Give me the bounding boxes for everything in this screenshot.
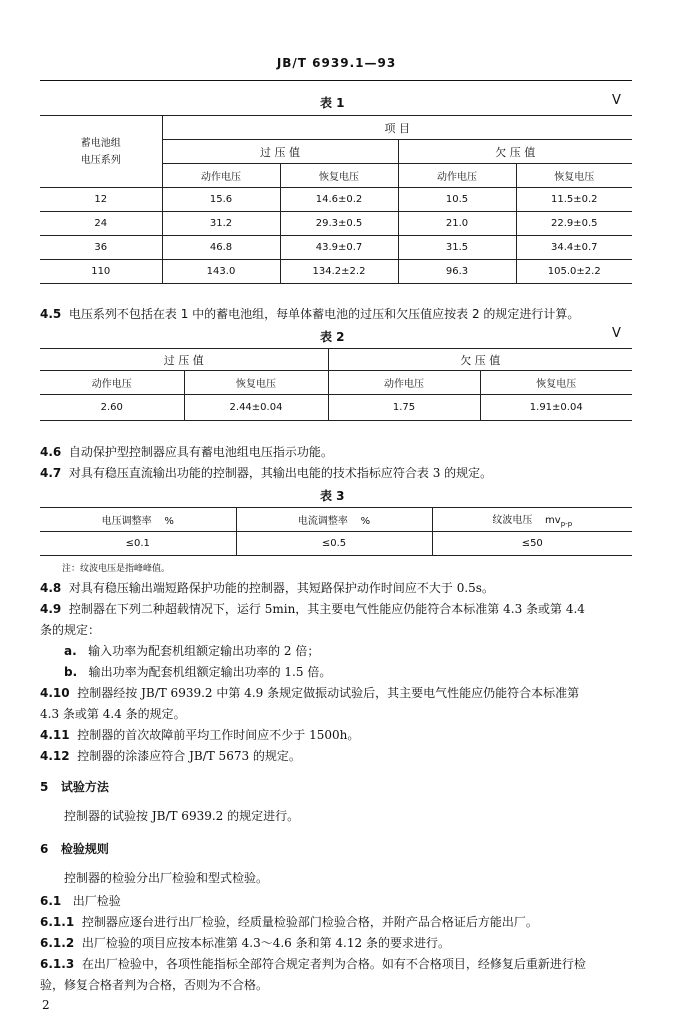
clause-text: 在出厂检验中，各项性能指标全部符合规定者判为合格。如有不合格项目，经修复后重新进行检	[81, 957, 586, 971]
page-number: 2	[42, 998, 50, 1012]
table3-header-ripple	[432, 508, 632, 532]
table1-item-header: 项 目	[162, 116, 632, 140]
table2-under-header: 欠 压 值	[328, 349, 632, 371]
table1-sub-header: 恢复电压	[280, 164, 398, 188]
table-cell: 110	[40, 260, 162, 284]
table-cell: 31.5	[398, 236, 516, 260]
clause-number: 4.11	[40, 728, 70, 742]
table2-sub-header: 恢复电压	[184, 371, 328, 395]
table-cell: 22.9±0.5	[516, 212, 632, 236]
table-row	[40, 532, 632, 556]
header-rule	[40, 80, 632, 81]
table-cell: 143.0	[162, 260, 280, 284]
section-title: 检验规则	[60, 842, 109, 856]
clause-4-8	[40, 578, 494, 598]
list-item-a	[64, 641, 319, 661]
clause-text: 控制器在下列二种超载情况下，运行 5min，其主要电气性能应仍能符合本标准第 4.3 条或第 4.4	[68, 602, 585, 616]
clause-4-10	[40, 683, 579, 703]
table-row	[40, 188, 632, 212]
clause-text: 控制器应逐台进行出厂检验，经质量检验部门检验合格，并附产品合格证后方能出厂。	[81, 915, 538, 929]
table1-series-header: 蓄电池组 电压系列	[40, 116, 162, 188]
table-cell: 46.8	[162, 236, 280, 260]
running-header: JB/T 6939.1—93	[276, 56, 397, 70]
table1-unit: V	[612, 93, 621, 108]
list-text: 输出功率为配套机组额定输出功率的 1.5 倍。	[88, 665, 332, 679]
table-cell: 11.5±0.2	[516, 188, 632, 212]
table-cell: 43.9±0.7	[280, 236, 398, 260]
table3-caption: 表 3	[320, 489, 345, 503]
table-row	[40, 236, 632, 260]
section-number: 5	[40, 780, 49, 794]
clause-4-6	[40, 442, 333, 462]
clause-number: 4.5	[40, 307, 62, 321]
table-cell: 24	[40, 212, 162, 236]
table-cell: 34.4±0.7	[516, 236, 632, 260]
table-cell: 36	[40, 236, 162, 260]
clause-text: 控制器的涂漆应符合 JB/T 5673 的规定。	[77, 749, 301, 763]
clause-number: 4.9	[40, 602, 62, 616]
table1-over-header: 过 压 值	[162, 140, 398, 164]
table2-sub-header: 恢复电压	[480, 371, 632, 395]
table-cell: 96.3	[398, 260, 516, 284]
table3	[40, 507, 632, 556]
table2-caption: 表 2	[320, 330, 345, 344]
table-cell: ≤0.5	[236, 532, 432, 556]
table2-sub-header: 动作电压	[40, 371, 184, 395]
table-cell: 10.5	[398, 188, 516, 212]
clause-text: 自动保护型控制器应具有蓄电池组电压指示功能。	[68, 445, 333, 459]
table-cell: 134.2±2.2	[280, 260, 398, 284]
clause-number: 6.1	[40, 894, 62, 908]
clause-6-1-1	[40, 912, 538, 932]
clause-number: 6.1.1	[40, 915, 75, 929]
table-cell: ≤50	[432, 532, 632, 556]
clause-number: 6.1.2	[40, 936, 75, 950]
table1-caption: 表 1	[320, 96, 345, 110]
table2-over-header: 过 压 值	[40, 349, 328, 371]
section-number: 6	[40, 842, 49, 856]
table-cell: 14.6±0.2	[280, 188, 398, 212]
table3-header: 纹波电压 mv	[492, 515, 561, 526]
clause-title: 出厂检验	[72, 894, 121, 908]
table2-sub-header: 动作电压	[328, 371, 480, 395]
section-6-text: 控制器的检验分出厂检验和型式检验。	[64, 871, 269, 885]
table2-unit: V	[612, 326, 621, 341]
clause-4-9	[40, 599, 585, 619]
table-cell: ≤0.1	[40, 532, 236, 556]
table-row	[40, 212, 632, 236]
table-cell: 31.2	[162, 212, 280, 236]
table-cell: 1.91±0.04	[480, 395, 632, 421]
table-cell: 15.6	[162, 188, 280, 212]
section-title: 试验方法	[60, 780, 109, 794]
list-label: b.	[64, 665, 78, 679]
clause-number: 4.7	[40, 466, 62, 480]
clause-6-1-3	[40, 954, 586, 974]
table2	[40, 348, 632, 421]
clause-text: 控制器经按 JB/T 6939.2 中第 4.9 条规定做振动试验后，其主要电气性能应仍能符合本标准第	[77, 686, 580, 700]
clause-6-1	[40, 891, 121, 911]
table-cell: 2.60	[40, 395, 184, 421]
list-item-b	[64, 662, 331, 682]
table3-header-subscript: p-p	[560, 520, 573, 528]
clause-text: 对具有稳压直流输出功能的控制器，其输出电能的技术指标应符合表 3 的规定。	[68, 466, 493, 480]
clause-number: 4.8	[40, 581, 62, 595]
table-cell: 2.44±0.04	[184, 395, 328, 421]
table1-sub-header: 恢复电压	[516, 164, 632, 188]
table3-note: 注：纹波电压是指峰峰值。	[62, 564, 171, 574]
table-row	[40, 260, 632, 284]
clause-text: 出厂检验的项目应按本标准第 4.3～4.6 条和第 4.12 条的要求进行。	[81, 936, 450, 950]
clause-text: 对具有稳压输出端短路保护功能的控制器，其短路保护动作时间应不大于 0.5s。	[68, 581, 494, 595]
clause-4-7	[40, 463, 492, 483]
table-cell: 29.3±0.5	[280, 212, 398, 236]
table1-sub-header: 动作电压	[398, 164, 516, 188]
table1-under-header: 欠 压 值	[398, 140, 632, 164]
table1	[40, 115, 632, 284]
table3-header: 电流调整率 %	[236, 508, 432, 532]
clause-number: 4.10	[40, 686, 70, 700]
list-label: a.	[64, 644, 77, 658]
clause-4-12	[40, 746, 301, 766]
clause-6-1-2	[40, 933, 450, 953]
list-text: 输入功率为配套机组额定输出功率的 2 倍；	[88, 644, 320, 658]
clause-4-11	[40, 725, 359, 745]
section-6-heading	[40, 839, 109, 859]
table1-sub-header: 动作电压	[162, 164, 280, 188]
clause-4-9-cont: 条的规定：	[40, 623, 101, 637]
clause-text: 控制器的首次故障前平均工作时间应不少于 1500h。	[77, 728, 360, 742]
clause-4-5	[40, 304, 579, 324]
table3-header: 电压调整率 %	[40, 508, 236, 532]
table-cell: 21.0	[398, 212, 516, 236]
clause-6-1-3-cont: 验，修复合格者判为合格，否则为不合格。	[40, 978, 269, 992]
table-row	[40, 395, 632, 421]
table-cell: 105.0±2.2	[516, 260, 632, 284]
clause-number: 6.1.3	[40, 957, 75, 971]
table-cell: 1.75	[328, 395, 480, 421]
table-cell: 12	[40, 188, 162, 212]
section-5-text: 控制器的试验按 JB/T 6939.2 的规定进行。	[64, 809, 300, 823]
section-5-heading	[40, 777, 109, 797]
clause-text: 电压系列不包括在表 1 中的蓄电池组，每单体蓄电池的过压和欠压值应按表 2 的规定进行计算。	[68, 307, 580, 321]
clause-number: 4.12	[40, 749, 70, 763]
clause-4-10-cont: 4.3 条或第 4.4 条的规定。	[40, 707, 186, 721]
clause-number: 4.6	[40, 445, 62, 459]
